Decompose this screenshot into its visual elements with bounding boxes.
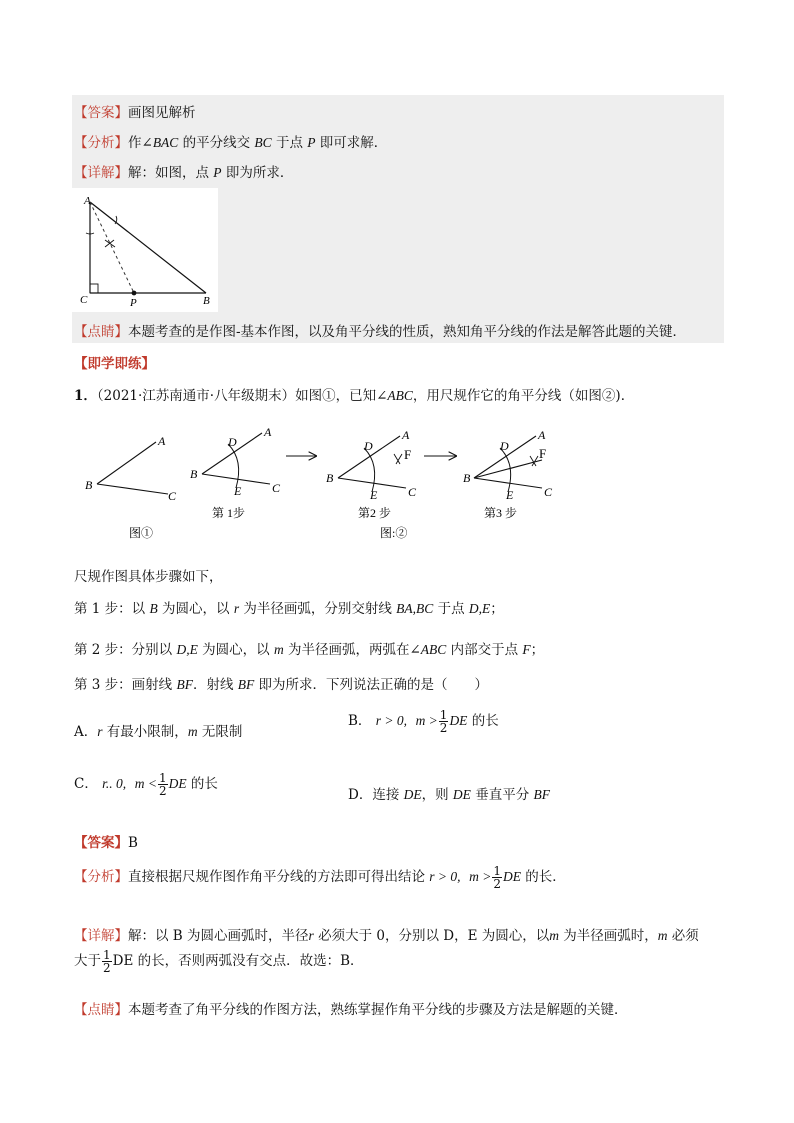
option-a[interactable]: A．r 有最小限制，m 无限制 [74,724,243,740]
svg-text:D: D [500,439,509,453]
step-2-text: 第 2 步：分别以 D,E 为圆心，以 m 为半径画弧，两弧在∠ABC 内部交于点 F； [74,642,545,658]
label-C: C [80,294,88,306]
label-fig2: 图:② [380,526,408,540]
svg-text:A: A [264,425,272,439]
svg-text:C: C [168,489,177,503]
label-step1: 第 1步 [212,506,246,520]
svg-text:A: A [402,428,410,442]
answer-line: 【答案】画图见解析 [74,105,196,121]
analysis-line: 【分析】作∠BAC 的平分线交 BC 于点 P 即可求解． [74,135,388,151]
q-detail-line-1: 【详解】解：以 B 为圆心画弧时，半径r 必须大于 0，分别以 D，E 为圆心，以m 为半径画弧时，m 必须 [74,928,699,944]
step-1-text: 第 1 步：以 B 为圆心，以 r 为半径画弧，分别交射线 BA,BC 于点 D,E； [74,601,504,617]
svg-text:E: E [370,488,378,502]
svg-text:E: E [234,484,242,498]
fraction: $\frac{1}{2}$ [439,708,448,735]
svg-text:E: E [506,488,514,502]
svg-text:B: B [85,478,93,492]
svg-text:C: C [408,485,417,499]
q-analysis-line: 【分析】直接根据尺规作图作角平分线的方法即可得出结论 r > 0, m > $\frac{1}{2}$ DE 的长． [74,864,566,891]
triangle-figure [72,188,218,312]
steps-intro: 尺规作图具体步骤如下， [74,569,223,585]
q-detail-line-2: 大于 $\frac{1}{2}$ DE 的长，否则两弧没有交点．故选：B． [74,948,364,975]
option-c[interactable]: C． r.. 0, m < $\frac{1}{2}$ DE 的长 [74,771,218,798]
svg-text:B: B [463,471,471,485]
label-step3: 第3 步 [484,506,518,520]
q-comment-line: 【点睛】本题考查了角平分线的作图方法，熟练掌握作角平分线的步骤及方法是解题的关键． [74,1002,628,1018]
comment-line: 【点睛】本题考查的是作图-基本作图，以及角平分线的性质，熟知角平分线的作法是解答此题的关键． [74,324,687,340]
figure-1 [85,434,177,540]
svg-text:F: F [404,447,412,462]
label-A: A [84,195,91,207]
question-stem: 1．（2021·江苏南通市·八年级期末）如图①，已知∠ABC，用尺规作它的角平分线（如图②)． [74,388,635,404]
svg-text:F: F [539,446,547,461]
label-fig1: 图① [129,526,154,540]
label-step2: 第2 步 [358,506,392,520]
construction-figures [82,420,562,542]
svg-text:A: A [538,428,546,442]
svg-text:A: A [158,434,166,448]
step-3-text: 第 3 步：画射线 BF．射线 BF 即为所求．下列说法正确的是（ ） [74,677,489,693]
option-d[interactable]: D．连接 DE，则 DE 垂直平分 BF [348,787,551,803]
label-P: P [130,297,137,309]
label-B: B [203,295,210,307]
figure-step-2 [326,428,417,540]
practice-header: 【即学即练】 [74,356,155,372]
svg-text:B: B [190,467,198,481]
q-answer-line: 【答案】B [74,835,138,851]
fraction: $\frac{1}{2}$ [158,771,167,798]
option-b[interactable]: B． r > 0, m > $\frac{1}{2}$ DE 的长 [348,708,499,735]
figure-step-3 [463,428,553,520]
svg-text:D: D [364,439,373,453]
detail-line: 【详解】解：如图，点 P 即为所求． [74,165,294,181]
fraction: $\frac{1}{2}$ [103,948,111,975]
svg-text:C: C [544,485,553,499]
fraction: $\frac{1}{2}$ [493,864,502,891]
svg-text:D: D [228,435,237,449]
svg-text:C: C [272,481,281,495]
svg-text:B: B [326,471,334,485]
figure-step-1 [190,425,281,520]
